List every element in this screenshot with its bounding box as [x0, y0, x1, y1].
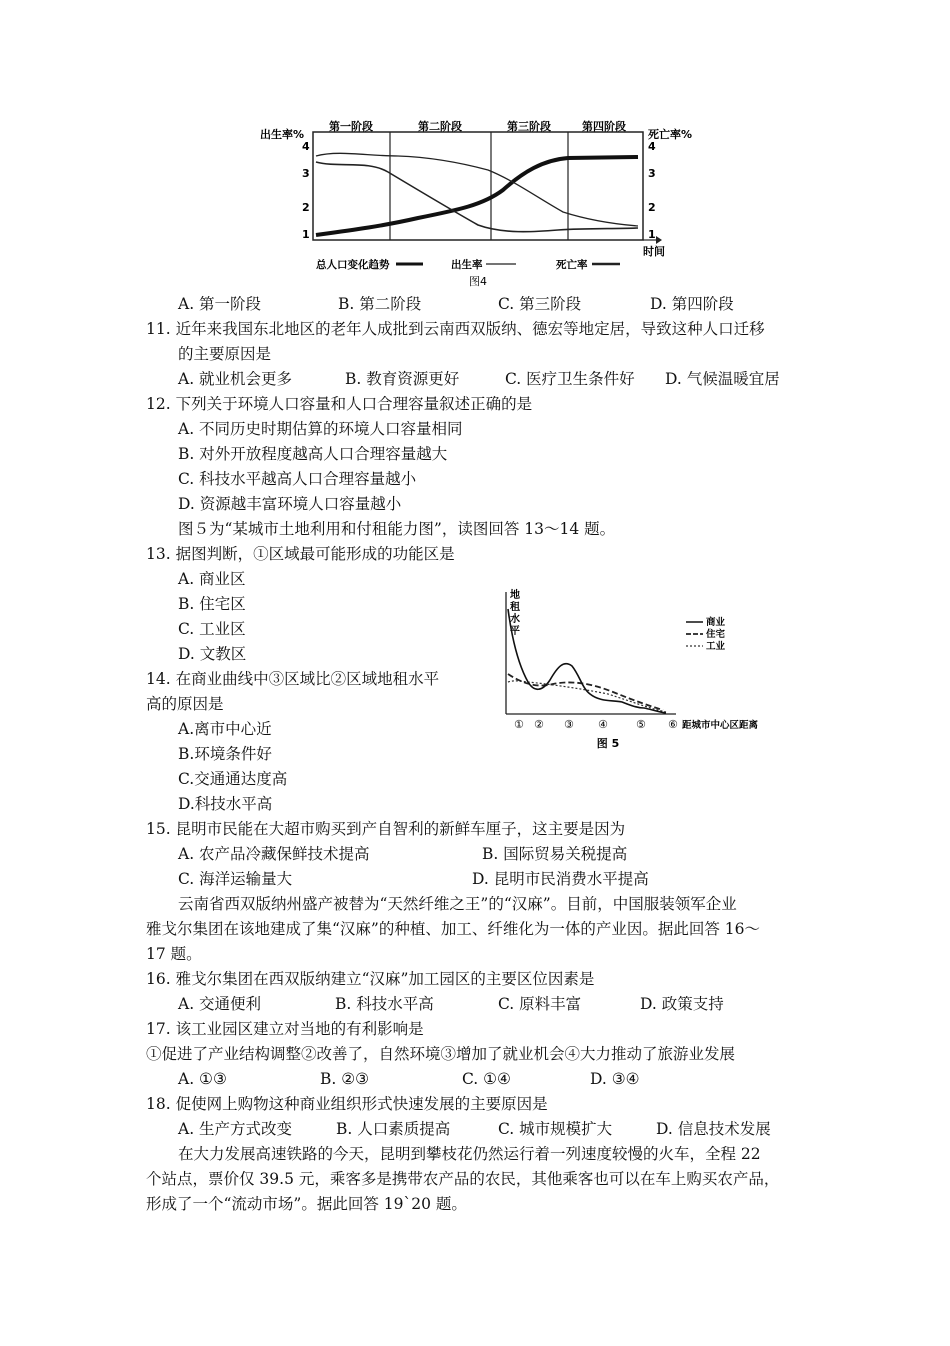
q11-option-c: C. 医疗卫生条件好 [505, 370, 635, 388]
q12-option-a: A. 不同历史时期估算的环境人口容量相同 [178, 420, 463, 438]
right-tick-3: 3 [648, 167, 656, 180]
q15-option-a: A. 农产品冷藏保鲜技术提高 [178, 845, 370, 863]
fig5-legend-commercial: 商业 [706, 617, 726, 628]
birth-rate-curve [316, 153, 638, 226]
death-rate-axis-title: 死亡率% [648, 128, 693, 141]
figure-5-caption: 图 5 [596, 737, 620, 750]
q17-stem: 17. 该工业园区建立对当地的有利影响是 [146, 1020, 424, 1038]
legend-total-population: 总人口变化趋势 [316, 259, 390, 271]
q15-option-b: B. 国际贸易关税提高 [482, 845, 628, 863]
q17-option-a: A. ①③ [178, 1070, 227, 1088]
total-population-curve [316, 157, 638, 235]
right-tick-4: 4 [648, 140, 656, 153]
right-tick-1: 1 [648, 228, 656, 241]
intro-19-20-line1: 在大力发展高速铁路的今天，昆明到攀枝花仍然运行着一列速度较慢的火车，全程 22 [178, 1145, 761, 1163]
fig5-marker-3: ③ [564, 718, 574, 731]
q16-stem: 16. 雅戈尔集团在西双版纳建立“汉麻”加工园区的主要区位因素是 [146, 970, 595, 988]
stage-label-3: 第三阶段 [507, 120, 551, 133]
q17-option-c: C. ①④ [462, 1070, 511, 1088]
q16-option-d: D. 政策支持 [640, 995, 724, 1013]
right-tick-2: 2 [648, 201, 656, 214]
q13-option-b: B. 住宅区 [178, 595, 246, 613]
stage-label-1: 第一阶段 [329, 120, 373, 133]
q15-option-d: D. 昆明市民消费水平提高 [472, 870, 649, 888]
legend-death-rate: 死亡率 [556, 259, 588, 271]
q14-stem-cont: 高的原因是 [146, 695, 224, 713]
q16-option-a: A. 交通便利 [178, 995, 262, 1013]
q10-option-b: B. 第二阶段 [338, 295, 422, 313]
fig5-marker-4: ④ [598, 718, 608, 731]
fig5-x-axis-label: 距城市中心区距离 [682, 720, 759, 731]
fig5-marker-6: ⑥ [668, 718, 678, 731]
q14-option-a: A.离市中心近 [178, 720, 272, 738]
intro-16-17-line3: 17 题。 [146, 945, 202, 963]
q18-option-c: C. 城市规模扩大 [498, 1120, 613, 1138]
q15-stem: 15. 昆明市民能在大超市购买到产自智利的新鲜车厘子，这主要是因为 [146, 820, 626, 838]
fig5-y-label-1: 地 [510, 590, 520, 601]
death-rate-curve [316, 162, 638, 232]
commercial-curve [508, 609, 666, 713]
q18-option-b: B. 人口素质提高 [336, 1120, 451, 1138]
intro-16-17-line1: 云南省西双版纳州盛产被替为“天然纤维之王”的“汉麻”。目前，中国服装领军企业 [178, 895, 737, 913]
q18-option-d: D. 信息技术发展 [656, 1120, 771, 1138]
fig5-marker-2: ② [534, 718, 544, 731]
legend-birth-rate: 出生率 [451, 259, 483, 271]
q10-option-c: C. 第三阶段 [498, 295, 582, 313]
figure-5 [498, 584, 768, 754]
fig5-legend-residential: 住宅 [706, 629, 726, 640]
left-tick-4: 4 [302, 140, 310, 153]
fig5-y-label-2: 租 [510, 602, 520, 613]
figure-4 [258, 110, 698, 290]
q13-option-a: A. 商业区 [178, 570, 246, 588]
q18-option-a: A. 生产方式改变 [178, 1120, 293, 1138]
left-tick-2: 2 [302, 201, 310, 214]
q12-stem: 12. 下列关于环境人口容量和人口合理容量叙述正确的是 [146, 395, 533, 413]
q12-option-b: B. 对外开放程度越高人口合理容量越大 [178, 445, 448, 463]
fig5-marker-1: ① [514, 718, 524, 731]
figure-4-caption: 图4 [469, 275, 487, 288]
q17-option-d: D. ③④ [590, 1070, 640, 1088]
intro-16-17-line2: 雅戈尔集团在该地建成了集“汉麻”的种植、加工、纤维化为一体的产业因。据此回答 16～ [146, 920, 761, 938]
q14-option-b: B.环境条件好 [178, 745, 272, 763]
q11-option-d: D. 气候温暖宜居 [665, 370, 780, 388]
q14-stem: 14. 在商业曲线中③区域比②区域地租水平 [146, 670, 440, 688]
intro-19-20-line3: 形成了一个“流动市场”。据此回答 19`20 题。 [146, 1195, 467, 1213]
stage-label-4: 第四阶段 [582, 120, 626, 133]
q13-stem: 13. 据图判断，①区域最可能形成的功能区是 [146, 545, 455, 563]
q13-option-c: C. 工业区 [178, 620, 246, 638]
left-tick-1: 1 [302, 228, 310, 241]
q17-option-b: B. ②③ [320, 1070, 370, 1088]
left-tick-3: 3 [302, 167, 310, 180]
q10-option-a: A. 第一阶段 [178, 295, 262, 313]
fig5-y-label-3: 水 [510, 614, 520, 625]
q14-option-d: D.科技水平高 [178, 795, 273, 813]
q12-option-c: C. 科技水平越高人口合理容量越小 [178, 470, 417, 488]
stage-label-2: 第二阶段 [418, 120, 462, 133]
time-axis-title: 时间 [643, 245, 665, 258]
residential-curve [508, 674, 663, 710]
fig5-legend-industry: 工业 [706, 641, 726, 652]
q11-stem: 11. 近年来我国东北地区的老年人成批到云南西双版纳、德宏等地定居，导致这种人口迁移 [146, 320, 765, 338]
intro-19-20-line2: 个站点，票价仅 39.5 元，乘客多是携带农产品的农民，其他乘客也可以在车上购买农产品， [146, 1170, 780, 1188]
intro-13-14: 图５为“某城市土地利用和付租能力图”，读图回答 13～14 题。 [178, 520, 616, 538]
q18-stem: 18. 促使网上购物这种商业组织形式快速发展的主要原因是 [146, 1095, 548, 1113]
q10-option-d: D. 第四阶段 [650, 295, 734, 313]
q14-option-c: C.交通通达度高 [178, 770, 288, 788]
q16-option-b: B. 科技水平高 [335, 995, 434, 1013]
birth-rate-axis-title: 出生率% [260, 128, 305, 141]
q13-option-d: D. 文教区 [178, 645, 247, 663]
q11-option-b: B. 教育资源更好 [345, 370, 460, 388]
q12-option-d: D. 资源越丰富环境人口容量越小 [178, 495, 402, 513]
q16-option-c: C. 原料丰富 [498, 995, 582, 1013]
q17-statements: ①促进了产业结构调整②改善了，自然环境③增加了就业机会④大力推动了旅游业发展 [146, 1045, 736, 1063]
q11-option-a: A. 就业机会更多 [178, 370, 293, 388]
fig5-marker-5: ⑤ [636, 718, 646, 731]
fig5-y-label-4: 平 [510, 626, 520, 637]
q11-stem-cont: 的主要原因是 [178, 345, 272, 363]
q15-option-c: C. 海洋运输量大 [178, 870, 293, 888]
